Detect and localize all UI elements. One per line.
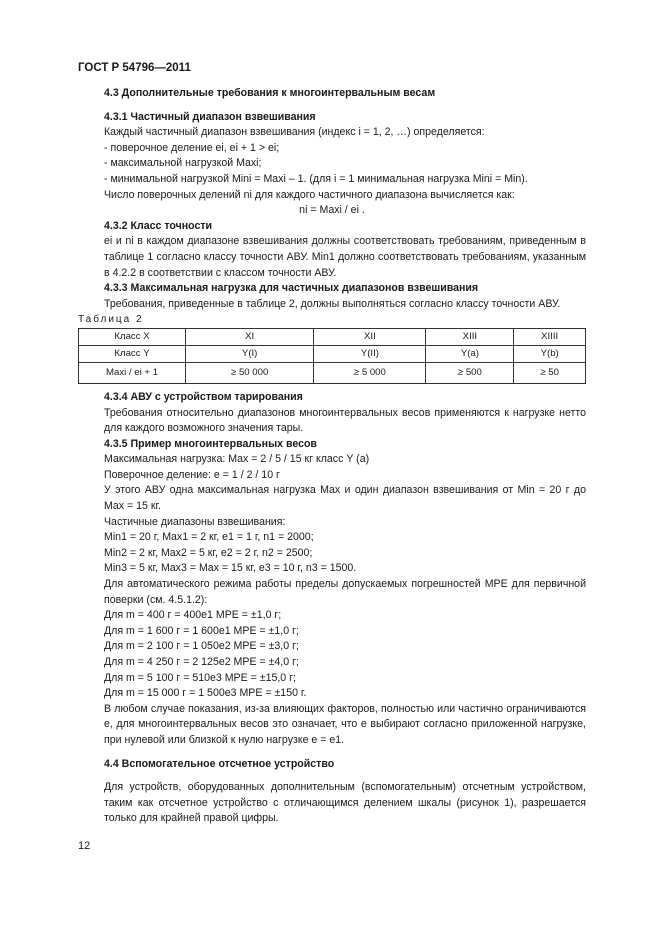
section-4-3-3-text: Требования, приведенные в таблице 2, должны выполняться согласно классу точности АВУ. [104, 297, 561, 310]
table-cell: ≥ 5 000 [314, 362, 426, 383]
section-4-3-1-count: Число поверочных делений ni для каждого частичного диапазона вычисляется как: [104, 188, 515, 201]
mpe-item: Для m = 400 г = 400e1 МРЕ = ±1,0 г; [104, 609, 282, 622]
formula: ni = Maxi / ei . [299, 204, 365, 217]
section-4-3-3-title: 4.3.3 Максимальная нагрузка для частичных диапазонов взвешивания [104, 282, 479, 295]
table-cell: Y(a) [426, 345, 514, 362]
list-item: - максимальной нагрузкой Maxi; [104, 157, 262, 170]
table-cell: Y(b) [514, 345, 586, 362]
example-partial-ranges-label: Частичные диапазоны взвешивания: [104, 515, 286, 528]
list-item: - поверочное деление ei, ei + 1 > ei; [104, 141, 280, 154]
example-max-load: Максимальная нагрузка: Max = 2 / 5 / 15 кг класс Y (a) [104, 453, 370, 466]
table-row [79, 328, 586, 345]
page-number: 12 [78, 840, 91, 852]
section-4-4-title: 4.4 Вспомогательное отсчетное устройство [104, 757, 335, 770]
section-4-3-5-final: В любом случае показания, из-за влияющих факторов, полностью или частично ограничиваются e, для многоинтервальных весов это означает, что e выбирают согласно приложенной нагрузке, при нулевой или близкой к нулю нагрузке e = e1. [104, 702, 586, 746]
mpe-item: Для m = 15 000 г = 1 500e3 МРЕ = ±150 г. [104, 687, 307, 700]
table-cell: Y(I) [186, 345, 314, 362]
mpe-intro: Для автоматического режима работы пределы допускаемых погрешностей МРЕ для первичной поверки (см. 4.5.1.2): [104, 578, 586, 606]
table-2 [78, 328, 586, 384]
table-row [79, 345, 586, 362]
table-cell: ≥ 50 000 [186, 362, 314, 383]
list-item: - минимальной нагрузкой Mini = Maxi – 1. (для i = 1 минимальная нагрузка Mini = Min). [104, 172, 528, 185]
example-range: У этого АВУ одна максимальная нагрузка Max и один диапазон взвешивания от Min = 20 г до Max = 15 кг. [104, 484, 586, 513]
section-4-3-title: 4.3 Дополнительные требования к многоинтервальным весам [104, 87, 436, 99]
document-header: ГОСТ Р 54796—2011 [78, 62, 191, 74]
mpe-item: Для m = 4 250 г = 2 125e2 МРЕ = ±4,0 г; [104, 656, 299, 668]
partial-range-1: Min1 = 20 г, Max1 = 2 кг, e1 = 1 г, n1 = 2000; [104, 531, 314, 544]
section-4-3-5-title: 4.3.5 Пример многоинтервальных весов [104, 437, 317, 450]
mpe-item: Для m = 5 100 г = 510e3 МРЕ = ±15,0 г; [104, 671, 296, 684]
table-cell: Y(II) [314, 345, 426, 362]
page-content [78, 86, 586, 827]
example-division: Поверочное деление: e = 1 / 2 / 10 г [104, 468, 280, 481]
table-cell: XIIII [514, 328, 586, 345]
table-cell: Класс X [79, 328, 186, 345]
table-cell: Класс Y [79, 345, 186, 362]
mpe-item: Для m = 1 600 г = 1 600e1 МРЕ = ±1,0 г; [104, 624, 299, 637]
section-4-3-1-intro: Каждый частичный диапазон взвешивания (индекс i = 1, 2, …) определяется: [104, 126, 485, 139]
table-caption: Таблица 2 [78, 314, 144, 326]
table-cell: XII [314, 328, 426, 345]
partial-range-2: Min2 = 2 кг, Max2 = 5 кг, e2 = 2 г, n2 = 2500; [104, 546, 313, 559]
section-4-3-1-title: 4.3.1 Частичный диапазон взвешивания [104, 110, 316, 123]
section-4-3-2-text: ei и ni в каждом диапазоне взвешивания должны соответствовать требованиям, приведенным в таблице 1 согласно классу точности АВУ. Min1 должно соответствовать требованиям, указанным в 4.2.2 в соответствии с классом точности АВУ. [104, 235, 586, 279]
section-4-3-2-title: 4.3.2 Класс точности [104, 219, 213, 232]
table-cell: XI [186, 328, 314, 345]
table-cell: ≥ 500 [426, 362, 514, 383]
section-4-3-4-title: 4.3.4 АВУ с устройством тарирования [104, 390, 303, 403]
table-row [79, 362, 586, 383]
table-cell: ≥ 50 [514, 362, 586, 383]
table-cell: Maxi / ei + 1 [79, 362, 186, 383]
section-4-4-text: Для устройств, оборудованных дополнительным (вспомогательным) отсчетным устройством, таким как отсчетное устройство с отличающимся делением шкалы (рисунок 1), разрешается только для крайней правой цифры. [104, 781, 586, 825]
table-cell: XIII [426, 328, 514, 345]
mpe-item: Для m = 2 100 г = 1 050e2 МРЕ = ±3,0 г; [104, 640, 299, 653]
partial-range-3: Min3 = 5 кг, Max3 = Max = 15 кг, e3 = 10 г, n3 = 1500. [104, 562, 357, 575]
section-4-3-4-text: Требования относительно диапазонов многоинтервальных весов применяются к нагрузке нетто для каждого возможного значения тары. [104, 406, 586, 435]
